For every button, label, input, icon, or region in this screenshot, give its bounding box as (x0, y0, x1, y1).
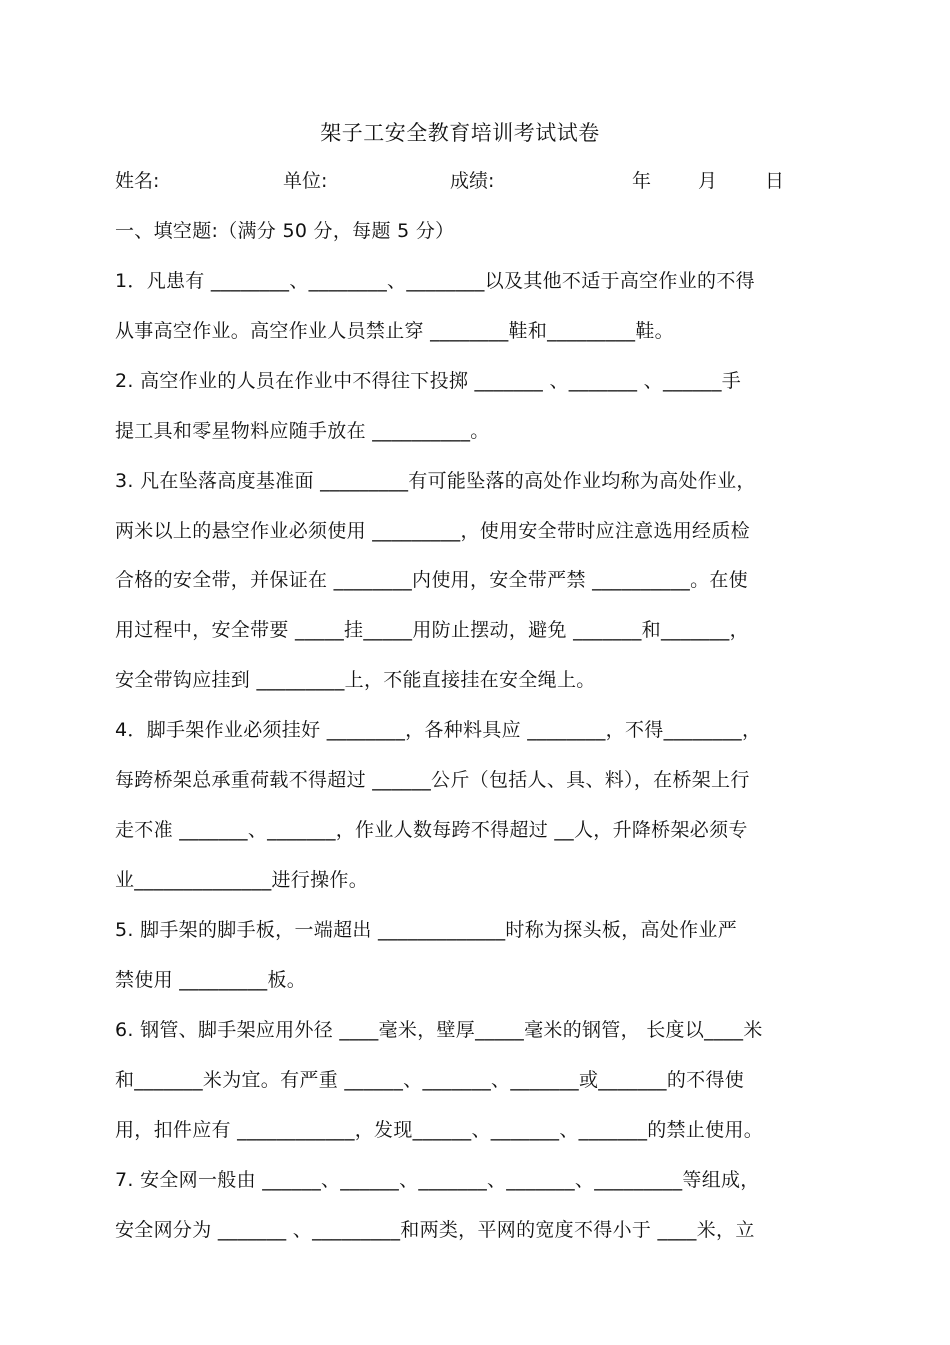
month-label: 月 (698, 170, 718, 192)
question-line: 7. 安全网一般由 ______、______、_______、_______、_________等组成， (115, 1169, 760, 1191)
page-title: 架子工安全教育培训考试试卷 (320, 121, 600, 145)
question-line: 用，扣件应有 ____________，发现______、_______、_______的禁止使用。 (115, 1119, 764, 1141)
question-line: 提工具和零星物料应随手放在 __________。 (115, 420, 490, 442)
question-line: 1．凡患有 ________、________、________以及其他不适于高空作业的不得 (115, 270, 755, 292)
question-line: 业______________进行操作。 (115, 869, 369, 891)
question-line: 6. 钢管、脚手架应用外径 ____毫米，壁厚_____毫米的钢管， 长度以____米 (115, 1019, 763, 1041)
question-line: 4．脚手架作业必须挂好 ________，各种料具应 ________，不得________， (115, 719, 762, 741)
unit-label: 单位: (283, 170, 328, 192)
section-heading: 一、填空题:（满分 50 分，每题 5 分） (115, 220, 455, 242)
question-line: 和_______米为宜。有严重 ______、_______、_______或_______的不得使 (115, 1069, 745, 1091)
name-label: 姓名: (115, 170, 160, 192)
question-line: 从事高空作业。高空作业人员禁止穿 ________鞋和_________鞋。 (115, 320, 674, 342)
question-line: 两米以上的悬空作业必须使用 _________，使用安全带时应注意选用经质检 (115, 520, 750, 542)
question-line: 5. 脚手架的脚手板，一端超出 _____________时称为探头板，高处作业严 (115, 919, 738, 941)
question-line: 合格的安全带，并保证在 ________内使用，安全带严禁 __________。在使 (115, 569, 748, 591)
question-line: 禁使用 _________板。 (115, 969, 307, 991)
question-line: 安全带钩应挂到 _________上，不能直接挂在安全绳上。 (115, 669, 596, 691)
day-label: 日 (765, 170, 785, 192)
year-label: 年 (632, 170, 652, 192)
question-line: 用过程中，安全带要 _____挂_____用防止摆动，避免 _______和_______， (115, 619, 749, 641)
question-line: 安全网分为 _______ 、_________和两类，平网的宽度不得小于 ____米，立 (115, 1219, 755, 1241)
question-line: 2. 高空作业的人员在作业中不得往下投掷 _______ 、_______ 、______手 (115, 370, 742, 392)
score-label: 成绩: (450, 170, 495, 192)
question-line: 每跨桥架总承重荷载不得超过 ______公斤（包括人、具、料），在桥架上行 (115, 769, 750, 791)
question-line: 3. 凡在坠落高度基准面 _________有可能坠落的高处作业均称为高处作业， (115, 470, 756, 492)
question-line: 走不准 _______、_______，作业人数每跨不得超过 __人，升降桥架必须专 (115, 819, 748, 841)
